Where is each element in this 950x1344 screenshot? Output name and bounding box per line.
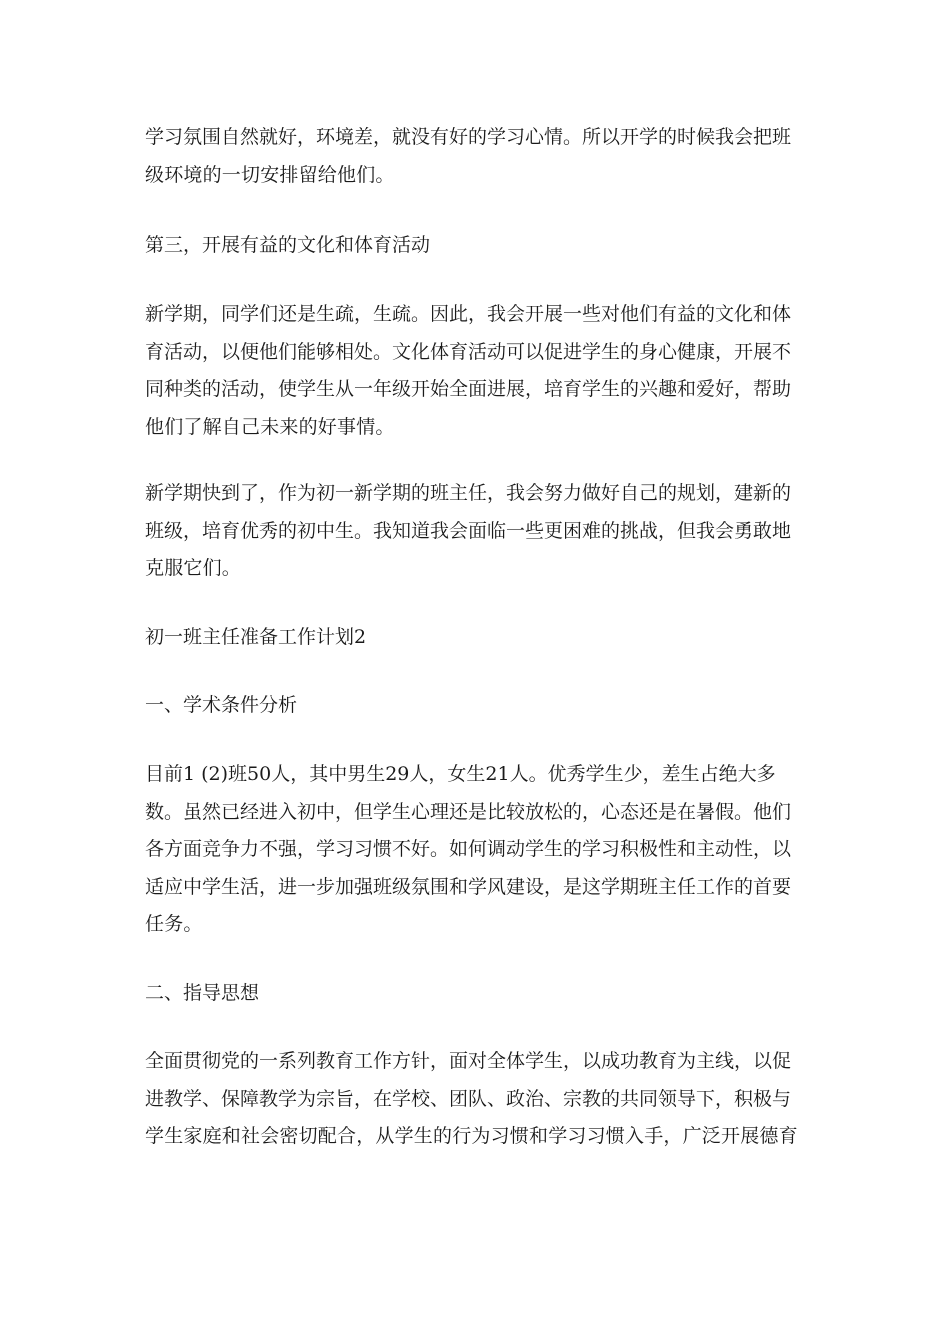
text-line: 级环境的一切安排留给他们。: [145, 163, 395, 186]
text-line: 数。虽然已经进入初中，但学生心理还是比较放松的，心态还是在暑假。他们: [145, 800, 792, 823]
text-line: 适应中学生活，进一步加强班级氛围和学风建设，是这学期班主任工作的首要: [145, 875, 792, 898]
plan-title: [145, 619, 366, 657]
text-line: 他们了解自己未来的好事情。: [145, 415, 395, 438]
text-line: 进教学、保障教学为宗旨，在学校、团队、政治、宗教的共同领导下，积极与: [145, 1087, 792, 1110]
text-line: 各方面竞争力不强，学习习惯不好。如何调动学生的学习积极性和主动性，以: [145, 838, 792, 860]
text-line: 同种类的活动，使学生从一年级开始全面进展，培育学生的兴趣和爱好，帮助: [145, 378, 792, 400]
paragraph-class-analysis: [145, 756, 800, 944]
heading-text: 二、指导思想: [145, 982, 260, 1004]
section-heading-third: [145, 227, 430, 265]
heading-text: 第三，开展有益的文化和体育活动: [145, 234, 431, 256]
paragraph-new-semester: [145, 475, 800, 588]
section-heading-analysis: [145, 687, 297, 725]
text-line: 班级，培育优秀的初中生。我知道我会面临一些更困难的挑战，但我会勇敢地: [145, 519, 792, 542]
text-line: 学生家庭和社会密切配合，从学生的行为习惯和学习习惯入手，广泛开展德育: [145, 1125, 798, 1147]
text-line: 全面贯彻党的一系列教育工作方针，面对全体学生，以成功教育为主线，以促: [145, 1050, 792, 1072]
heading-text: 一、学术条件分析: [145, 694, 298, 716]
heading-text: 初一班主任准备工作计划2: [145, 626, 367, 648]
section-heading-guiding: [145, 975, 259, 1013]
text-line: 克服它们。: [145, 557, 242, 579]
paragraph-guiding-thought: [145, 1043, 800, 1156]
text-line: 育活动，以便他们能够相处。文化体育活动可以促进学生的身心健康，开展不: [145, 340, 792, 363]
paragraph-activities: [145, 296, 800, 446]
text-line: 目前1 (2)班50人，其中男生29人，女生21人。优秀学生少，差生占绝大多: [145, 763, 776, 785]
text-line: 新学期，同学们还是生疏，生疏。因此，我会开展一些对他们有益的文化和体: [145, 303, 792, 325]
text-line: 任务。: [145, 913, 203, 935]
text-line: 学习氛围自然就好，环境差，就没有好的学习心情。所以开学的时候我会把班: [145, 126, 792, 148]
text-line: 新学期快到了，作为初一新学期的班主任，我会努力做好自己的规划，建新的: [145, 482, 792, 504]
paragraph-class-environment: [145, 119, 800, 194]
